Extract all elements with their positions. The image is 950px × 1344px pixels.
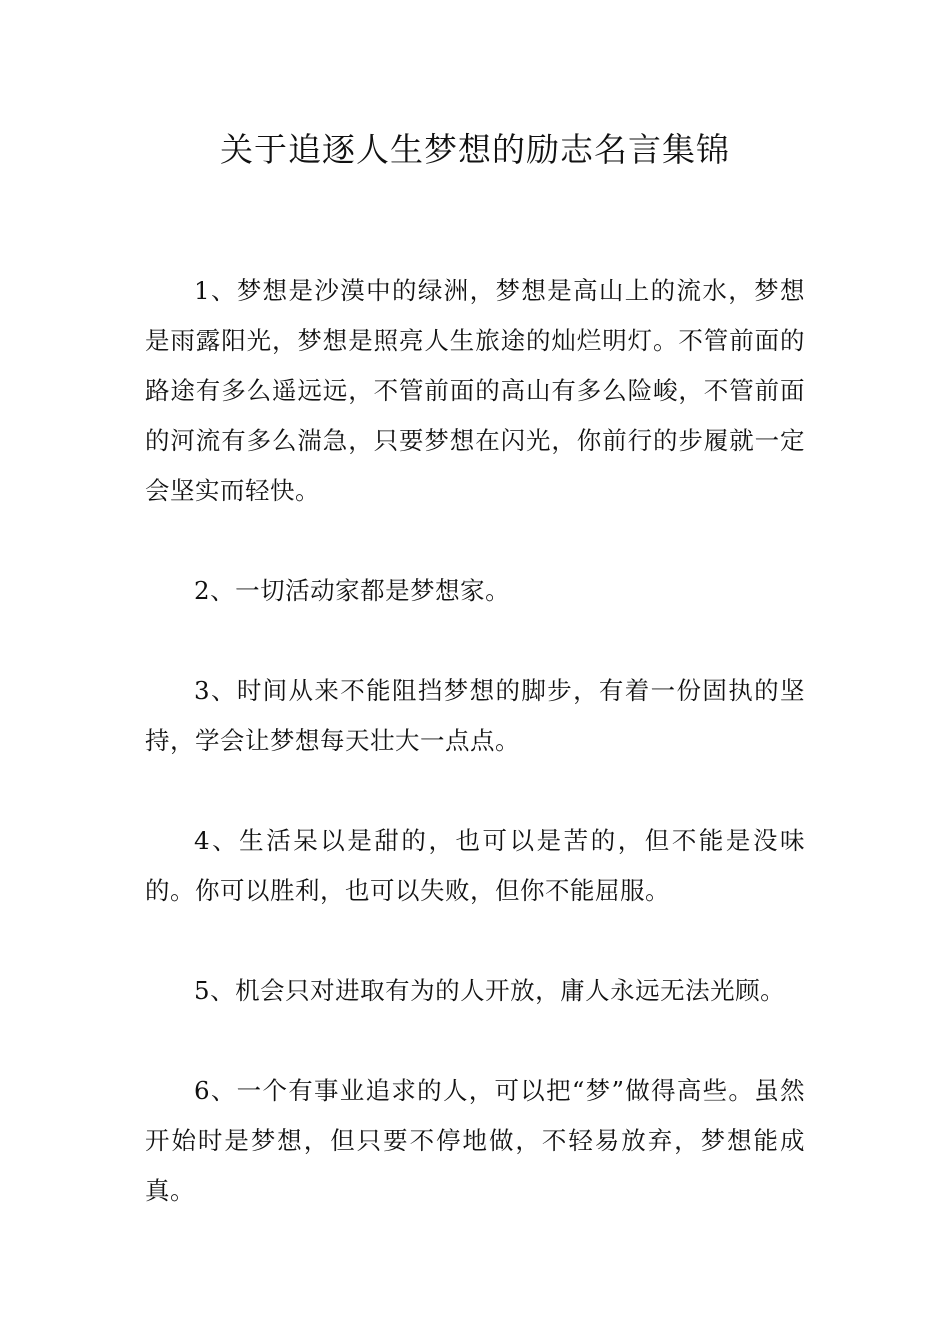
quote-entry-3: 3、时间从来不能阻挡梦想的脚步，有着一份固执的坚持，学会让梦想每天壮大一点点。 [145, 676, 805, 755]
quote-entry-5: 5、机会只对进取有为的人开放，庸人永远无法光顾。 [194, 976, 786, 1005]
quote-entry-4: 4、生活呆以是甜的，也可以是苦的，但不能是没味的。你可以胜利，也可以失败，但你不能屈服。 [145, 826, 805, 905]
quote-entry-2: 2、一切活动家都是梦想家。 [194, 576, 511, 605]
quote-entry-6: 6、一个有事业追求的人，可以把“梦”做得高些。虽然开始时是梦想，但只要不停地做，不轻易放弃，梦想能成真。 [145, 1076, 805, 1205]
document-title: 关于追逐人生梦想的励志名言集锦 [220, 130, 730, 169]
quote-entry-1: 1、梦想是沙漠中的绿洲，梦想是高山上的流水，梦想是雨露阳光，梦想是照亮人生旅途的灿烂明灯。不管前面的路途有多么遥远远，不管前面的高山有多么险峻，不管前面的河流有多么湍急，只要梦想在闪光，你前行的步履就一定会坚实而轻快。 [145, 276, 805, 505]
quote-list [145, 266, 805, 1216]
